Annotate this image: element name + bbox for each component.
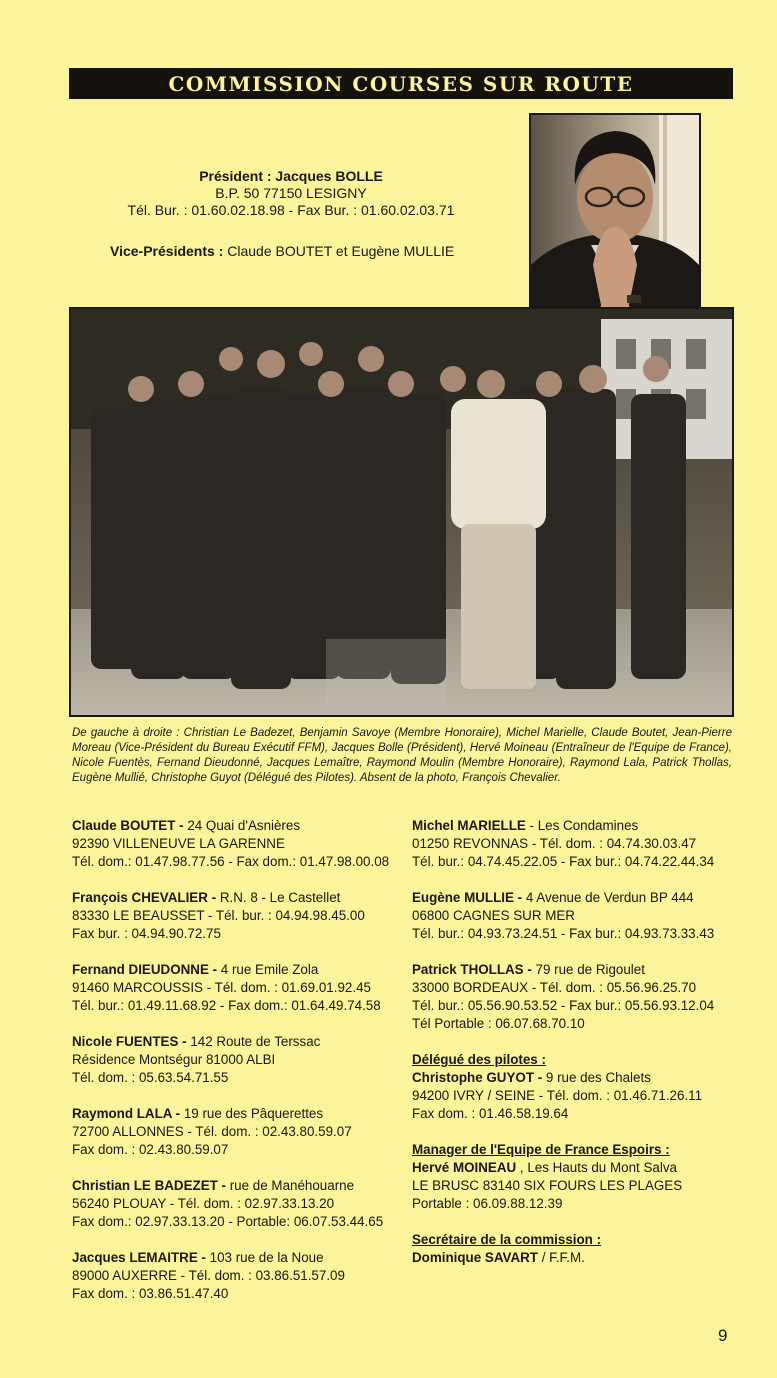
contact-line: Fax dom. : 03.86.51.47.40	[72, 1286, 229, 1301]
secretaire-entry	[412, 1231, 737, 1267]
contact-line: Tél. bur.: 04.93.73.24.51 - Fax bur.: 04.93.73.33.43	[412, 926, 715, 941]
contact-address: R.N. 8 - Le Castellet	[216, 890, 341, 905]
president-block	[70, 168, 512, 219]
contacts-left-column	[72, 817, 397, 1321]
contact-entry	[72, 889, 397, 943]
manager-heading: Manager de l'Equipe de France Espoirs :	[412, 1142, 670, 1157]
contact-line: Tél. dom. : 05.63.54.71.55	[72, 1070, 229, 1085]
delegue-entry	[412, 1051, 737, 1123]
contact-line: 89000 AUXERRE - Tél. dom. : 03.86.51.57.09	[72, 1268, 345, 1283]
contact-address: 79 rue de Rigoulet	[531, 962, 645, 977]
vice-presidents-label: Vice-Présidents :	[110, 243, 224, 259]
contact-entry	[72, 1249, 397, 1303]
vice-presidents-names: Claude BOUTET et Eugène MULLIE	[227, 243, 455, 259]
contact-address: , Les Hauts du Mont Salva	[516, 1160, 677, 1175]
contact-line: Fax dom.: 02.97.33.13.20 - Portable: 06.07.53.44.65	[72, 1214, 384, 1229]
contact-line: Résidence Montségur 81000 ALBI	[72, 1052, 276, 1067]
contact-address: 24 Quai d'Asnières	[183, 818, 301, 833]
contact-line: 94200 IVRY / SEINE - Tél. dom. : 01.46.71.26.11	[412, 1088, 703, 1103]
contact-line: 56240 PLOUAY - Tél. dom. : 02.97.33.13.20	[72, 1196, 335, 1211]
contact-line: 83330 LE BEAUSSET - Tél. bur. : 04.94.98.45.00	[72, 908, 365, 923]
contact-line: Fax dom. : 01.46.58.19.64	[412, 1106, 569, 1121]
contact-name: Jacques LEMAITRE -	[72, 1250, 206, 1265]
contact-line: 91460 MARCOUSSIS - Tél. dom. : 01.69.01.92.45	[72, 980, 371, 995]
president-phone: Tél. Bur. : 01.60.02.18.98 - Fax Bur. : 01.60.02.03.71	[127, 202, 455, 218]
contact-entry	[412, 889, 737, 943]
contact-line: Tél Portable : 06.07.68.70.10	[412, 1016, 585, 1031]
group-photo-image	[71, 309, 732, 715]
contact-name: Hervé MOINEAU	[412, 1160, 517, 1175]
contact-address: 103 rue de la Noue	[205, 1250, 324, 1265]
contact-line: 72700 ALLONNES - Tél. dom. : 02.43.80.59.07	[72, 1124, 352, 1139]
contact-address: 142 Route de Terssac	[186, 1034, 321, 1049]
contact-entry	[72, 1105, 397, 1159]
contact-entry	[72, 961, 397, 1015]
contact-address: - Les Condamines	[525, 818, 639, 833]
delegue-heading: Délégué des pilotes :	[412, 1052, 546, 1067]
contact-line: 06800 CAGNES SUR MER	[412, 908, 575, 923]
contact-line: Portable : 06.09.88.12.39	[412, 1196, 563, 1211]
contact-name: Patrick THOLLAS -	[412, 962, 532, 977]
contact-line: 01250 REVONNAS - Tél. dom. : 04.74.30.03.47	[412, 836, 697, 851]
contact-name: Michel MARIELLE	[412, 818, 526, 833]
vice-presidents	[110, 243, 454, 259]
contact-entry	[412, 817, 737, 871]
contact-address: rue de Manéhouarne	[226, 1178, 355, 1193]
contact-line: Tél. bur.: 05.56.90.53.52 - Fax bur.: 05.56.93.12.04	[412, 998, 715, 1013]
portrait-image	[531, 115, 699, 331]
contacts-right-column	[412, 817, 737, 1285]
page-title: COMMISSION COURSES SUR ROUTE	[69, 68, 733, 99]
contact-address: 19 rue des Pâquerettes	[180, 1106, 324, 1121]
contact-name: Claude BOUTET -	[72, 818, 184, 833]
contact-name: Eugène MULLIE -	[412, 890, 523, 905]
contact-name: Christian LE BADEZET -	[72, 1178, 226, 1193]
contact-line: Fax bur. : 04.94.90.72.75	[72, 926, 221, 941]
contact-name: François CHEVALIER -	[72, 890, 217, 905]
contact-address: / F.F.M.	[537, 1250, 585, 1265]
contact-name: Nicole FUENTES -	[72, 1034, 187, 1049]
contact-line: Tél. bur.: 04.74.45.22.05 - Fax bur.: 04.74.22.44.34	[412, 854, 715, 869]
contact-line: Tél. bur.: 01.49.11.68.92 - Fax dom.: 01.64.49.74.58	[72, 998, 381, 1013]
photo-caption: De gauche à droite : Christian Le Badezet, Benjamin Savoye (Membre Honoraire), Michel Marielle, Claude Boutet, Jean-Pierre Moreau (Vice-Président du Bureau Exécutif FFM), Jacques Bolle (Président), Hervé Moineau (Entraîneur de l'Equipe de France), Nicole Fuentès, Fernand Dieudonné, Jacques Lemaître, Raymond Moulin (Membre Honoraire), Raymond Lala, Patrick Thollas, Eugène Mullié, Christophe Guyot (Délégué des Pilotes). Absent de la photo, François Chevalier.	[72, 727, 732, 784]
contact-line: 33000 BORDEAUX - Tél. dom. : 05.56.96.25.70	[412, 980, 697, 995]
contact-address: 9 rue des Chalets	[542, 1070, 651, 1085]
contact-address: 4 rue Emile Zola	[217, 962, 319, 977]
contact-entry	[72, 1033, 397, 1087]
contact-entry	[72, 817, 397, 871]
contact-name: Raymond LALA -	[72, 1106, 181, 1121]
secretaire-heading: Secrétaire de la commission :	[412, 1232, 602, 1247]
contact-entry	[412, 961, 737, 1033]
contact-name: Fernand DIEUDONNE -	[72, 962, 218, 977]
president-label: Président : Jacques BOLLE	[199, 168, 383, 184]
contact-address: 4 Avenue de Verdun BP 444	[522, 890, 694, 905]
contact-line: 92390 VILLENEUVE LA GARENNE	[72, 836, 285, 851]
contact-name: Christophe GUYOT -	[412, 1070, 543, 1085]
group-photo	[69, 307, 734, 717]
president-address: B.P. 50 77150 LESIGNY	[215, 185, 367, 201]
contact-line: LE BRUSC 83140 SIX FOURS LES PLAGES	[412, 1178, 683, 1193]
president-portrait-photo	[529, 113, 701, 333]
contact-entry	[72, 1177, 397, 1231]
page-number: 9	[718, 1326, 728, 1345]
contact-name: Dominique SAVART	[412, 1250, 538, 1265]
contact-line: Fax dom. : 02.43.80.59.07	[72, 1142, 229, 1157]
manager-entry	[412, 1141, 737, 1213]
contact-line: Tél. dom.: 01.47.98.77.56 - Fax dom.: 01.47.98.00.08	[72, 854, 390, 869]
